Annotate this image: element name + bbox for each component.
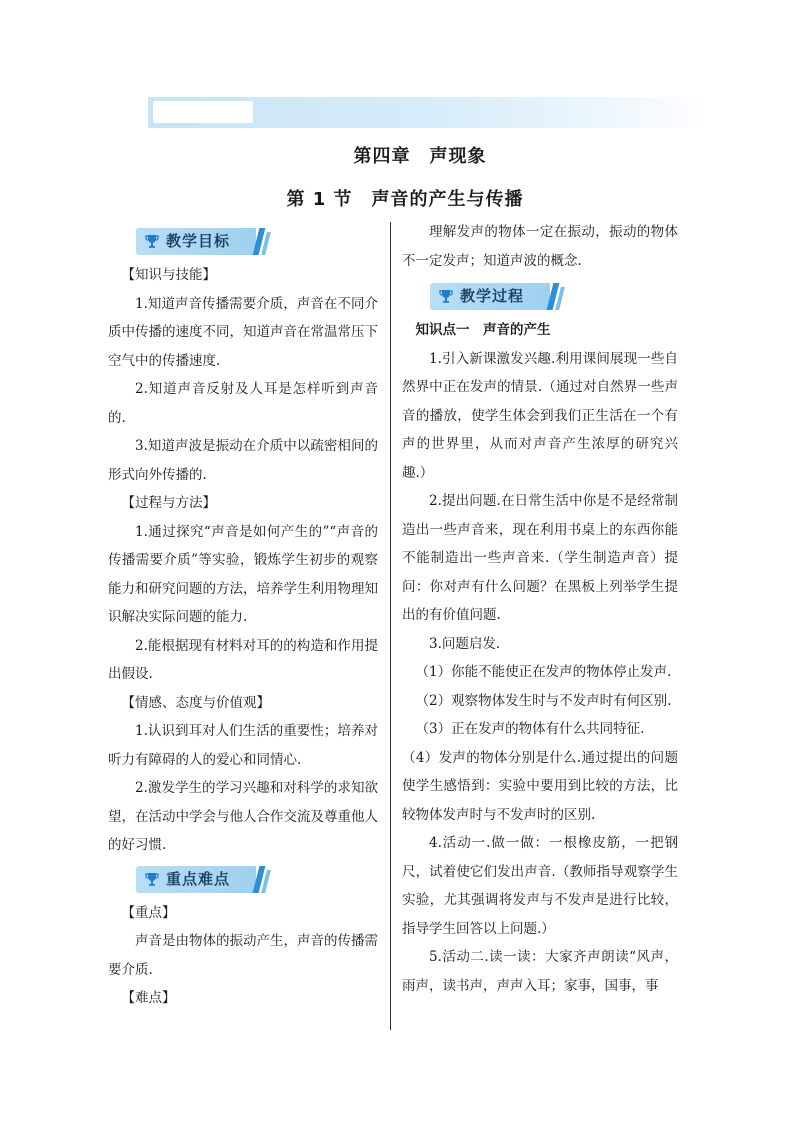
process-section-heading: 教学过程 bbox=[430, 283, 564, 310]
right-column bbox=[402, 218, 678, 1000]
trophy-icon bbox=[144, 871, 160, 887]
emotion-item: 2.激发学生的学习兴趣和对科学的求知欲望，在活动中学会与他人合作交流及尊重他人的好习惯. bbox=[108, 780, 378, 853]
chapter-title: 第四章 声现象 bbox=[353, 146, 487, 167]
key-text: 声音是由物体的振动产生，声音的传播需要介质. bbox=[108, 933, 378, 978]
step-item: 3.问题启发. bbox=[429, 635, 501, 652]
knowledge-item: 2.知道声音反射及人耳是怎样听到声音的. bbox=[108, 381, 378, 426]
question-item: （3）正在发声的物体有什么共同特征. bbox=[415, 721, 645, 737]
difficult-label: 【难点】 bbox=[121, 990, 176, 1006]
knowledge-item: 3.知道声波是振动在介质中以疏密相间的形式向外传播的. bbox=[108, 438, 378, 483]
question-item: （4）发声的物体分别是什么.通过提出的问题使学生感悟到：实验中要用到比较的方法，比较物体发声时与不发声时的区别. bbox=[402, 749, 678, 823]
keypoints-heading: 重点难点 bbox=[136, 866, 270, 893]
question-item: （1）你能不能使正在发声的物体停止发声. bbox=[415, 664, 672, 680]
step-item: 1.引入新课激发兴趣.利用课间展现一些自然界中正在发声的情景.（通过对自然界一些声音的播放，使学生体会到我们正生活在一个有声的世界里，从而对声音产生浓厚的研究兴趣.） bbox=[402, 350, 678, 481]
step-item: 4.活动一.做一做：一根橡皮筋，一把钢尺，试着使它们发出声音.（教师指导观察学生实验，尤其强调将发声与不发声是进行比较，指导学生回答以上问题.） bbox=[402, 835, 678, 937]
section-title: 第 1 节 声音的产生与传播 bbox=[286, 189, 524, 210]
knowledge-item: 1.知道声音传播需要介质，声音在不同介质中传播的速度不同，知道声音在常温常压下空气中的传播速度. bbox=[108, 295, 378, 369]
objectives-heading: 教学目标 bbox=[136, 228, 270, 255]
column-divider bbox=[390, 222, 391, 1030]
left-column bbox=[108, 228, 378, 1013]
emotion-item: 1.认识到耳对人们生活的重要性；培养对听力有障碍的人的爱心和同情心. bbox=[108, 723, 378, 768]
knowledge-point-title: 知识点一 声音的产生 bbox=[415, 322, 551, 338]
banner-label-box bbox=[153, 101, 253, 123]
question-item: （2）观察物体发生时与不发声时有何区别. bbox=[415, 692, 672, 709]
process-item: 2.能根据现有材料对耳的的构造和作用提出假设. bbox=[108, 637, 378, 682]
step-item: 5.活动二.读一读：大家齐声朗读“风声，雨声，读书声，声声入耳；家事，国事，事 bbox=[402, 949, 678, 994]
key-label: 【重点】 bbox=[121, 904, 176, 921]
step-item: 2.提出问题.在日常生活中你是不是经常制造出一些声音来，现在利用书桌上的东西你能不能制造出一些声音来.（学生制造声音）提问：你对声有什么问题？在黑板上列举学生提出的有价值问题. bbox=[402, 493, 678, 623]
process-item: 1.通过探究“声音是如何产生的”“声音的传播需要介质”等实验，锻炼学生初步的观察能力和研究问题的方法，培养学生利用物理知识解决实际问题的能力. bbox=[108, 523, 378, 625]
process-heading: 【过程与方法】 bbox=[121, 495, 216, 511]
trophy-icon bbox=[144, 233, 160, 249]
trophy-icon bbox=[438, 288, 454, 304]
knowledge-heading: 【知识与技能】 bbox=[121, 267, 216, 283]
difficult-text: 理解发声的物体一定在振动，振动的物体不一定发声；知道声波的概念. bbox=[402, 224, 678, 269]
emotion-heading: 【情感、态度与价值观】 bbox=[121, 694, 270, 711]
